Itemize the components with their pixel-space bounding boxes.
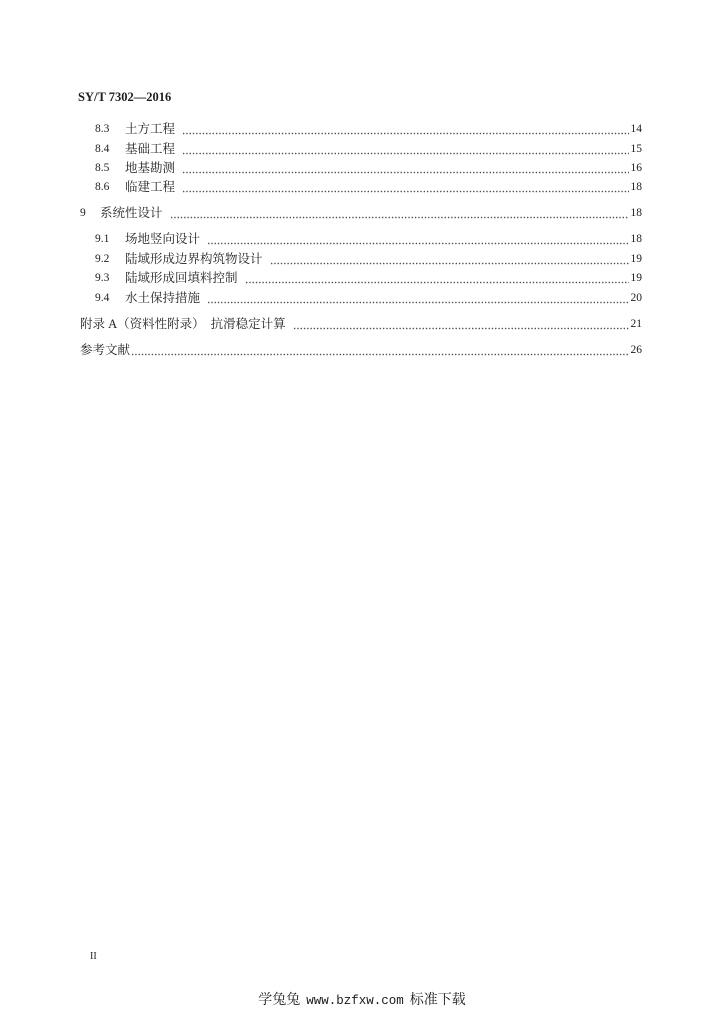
toc-entry-8-5 (95, 160, 642, 176)
toc-appendix-page: 21 (630, 318, 642, 330)
toc-entry-page: 15 (630, 143, 642, 155)
toc-entry-title: 地基勘测 (125, 161, 176, 175)
dot-leader (131, 342, 628, 358)
toc-entry-title: 陆域形成回填料控制 (125, 271, 238, 285)
toc-entry-page: 18 (630, 181, 642, 193)
toc-entry-9-1 (95, 231, 642, 247)
dot-leader (182, 141, 628, 157)
dot-leader (170, 205, 629, 221)
dot-leader (245, 270, 629, 286)
toc-entry-page: 18 (630, 233, 642, 245)
toc-entry-title: 水土保持措施 (125, 291, 201, 305)
toc-appendix-title: 抗滑稳定计算 (210, 317, 286, 331)
toc-entry-8-6 (95, 179, 642, 195)
toc-entry-title: 场地竖向设计 (125, 232, 201, 246)
toc-entry-number: 9.4 (95, 292, 110, 304)
dot-leader (207, 290, 628, 306)
toc-references (80, 342, 642, 358)
toc-entry-page: 20 (630, 292, 642, 304)
toc-chapter-number: 9 (80, 207, 86, 219)
toc-entry-8-4 (95, 141, 642, 157)
toc-entry-8-3 (95, 121, 642, 137)
page-number: II (90, 951, 97, 962)
dot-leader (207, 231, 628, 247)
watermark-url: www.bzfxw.com (306, 994, 404, 1008)
toc-entry-title: 陆域形成边界构筑物设计 (125, 252, 263, 266)
toc-entry-9-3 (95, 270, 642, 286)
toc-entry-page: 19 (630, 253, 642, 265)
standard-code-header: SY/T 7302—2016 (78, 90, 172, 104)
toc-entry-page: 16 (630, 162, 642, 174)
toc-entry-number: 8.5 (95, 162, 110, 174)
toc-chapter-title: 系统性设计 (100, 206, 163, 220)
toc-appendix-a (80, 316, 642, 332)
toc-entry-number: 8.4 (95, 143, 110, 155)
toc-references-title: 参考文献 (80, 343, 131, 357)
toc-entry-title: 基础工程 (125, 142, 176, 156)
toc-entry-number: 9.2 (95, 253, 110, 265)
toc-entry-page: 19 (630, 272, 642, 284)
toc-entry-9-2 (95, 251, 642, 267)
dot-leader (182, 121, 628, 137)
toc-entry-title: 土方工程 (125, 122, 176, 136)
toc-entry-number: 9.1 (95, 233, 110, 245)
toc-appendix-label: 附录 A（资料性附录） (80, 317, 205, 331)
toc-entry-number: 9.3 (95, 272, 110, 284)
toc-chapter-page: 18 (630, 207, 642, 219)
toc-chapter-9 (80, 205, 642, 221)
toc-entry-page: 14 (630, 123, 642, 135)
dot-leader (293, 316, 629, 332)
toc-entry-9-4 (95, 290, 642, 306)
toc-references-page: 26 (630, 344, 642, 356)
toc-entry-number: 8.6 (95, 181, 110, 193)
dot-leader (182, 160, 628, 176)
toc-entry-number: 8.3 (95, 123, 110, 135)
toc-entry-title: 临建工程 (125, 180, 176, 194)
watermark-label: 标准下载 (409, 993, 466, 1008)
watermark-site-name: 学兔兔 (258, 993, 301, 1008)
download-watermark (0, 992, 724, 1010)
dot-leader (182, 179, 628, 195)
dot-leader (270, 251, 629, 267)
